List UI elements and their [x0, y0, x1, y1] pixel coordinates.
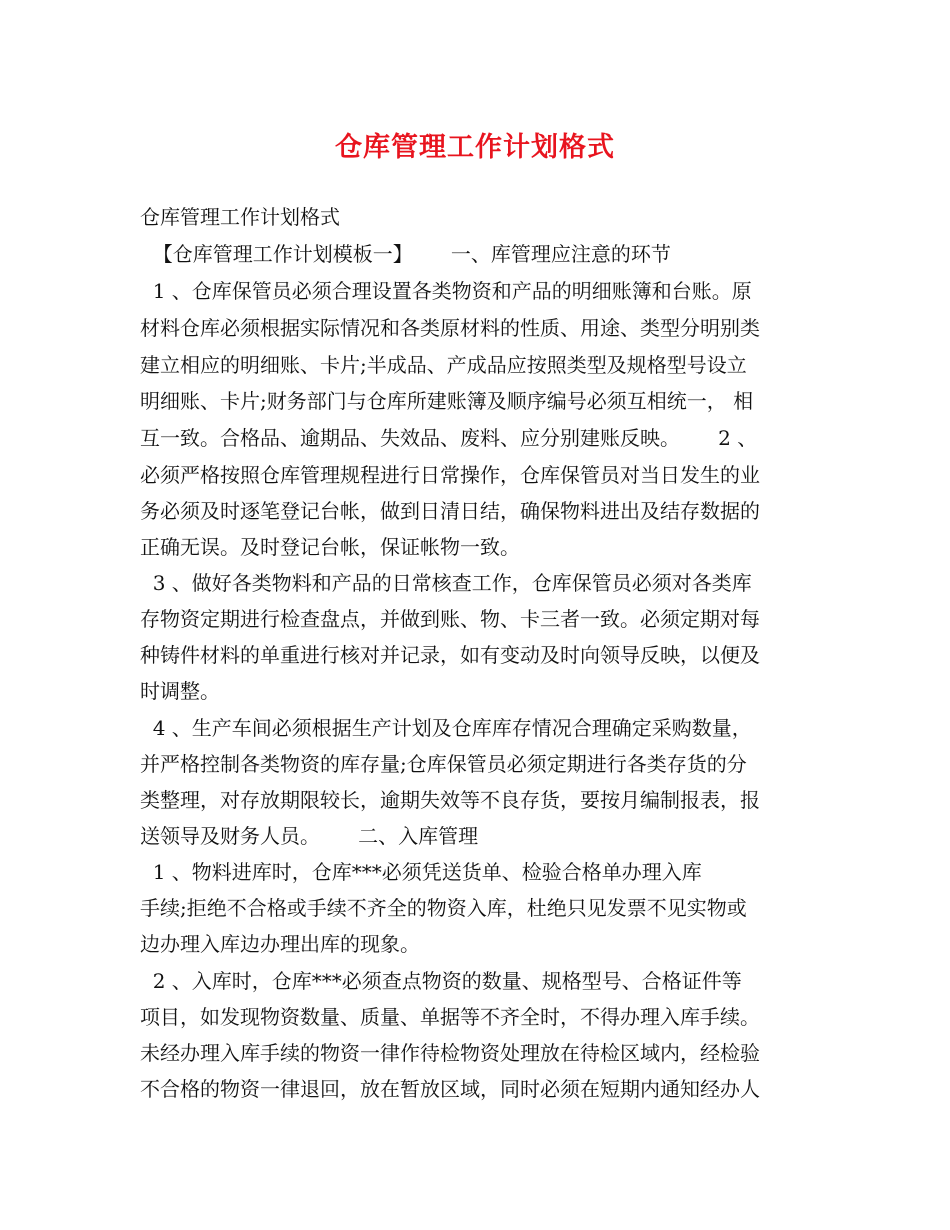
body-line: 建立相应的明细账、卡片;半成品、产成品应按照类型及规格型号设立 — [140, 353, 747, 377]
body-line: 种铸件材料的单重进行核对并记录，如有变动及时向领导反映，以便及 — [140, 643, 760, 667]
body-line: 必须严格按照仓库管理规程进行日常操作，仓库保管员对当日发生的业 — [140, 463, 760, 487]
body-line: 3 、做好各类物料和产品的日常核查工作，仓库保管员必须对各类库 — [140, 571, 752, 595]
body-line: 类整理，对存放期限较长，逾期失效等不良存货，要按月编制报表，报 — [140, 788, 760, 812]
document-title: 仓库管理工作计划格式 — [335, 132, 615, 163]
body-line: 4 、生产车间必须根据生产计划及仓库库存情况合理确定采购数量， — [140, 716, 752, 740]
body-line: 1 、物料进库时，仓库***必须凭送货单、检验合格单办理入库 — [140, 860, 702, 884]
body-line: 并严格控制各类物资的库存量;仓库保管员必须定期进行各类存货的分 — [140, 752, 747, 776]
body-line: 不合格的物资一律退回，放在暂放区域，同时必须在短期内通知经办人 — [140, 1077, 760, 1101]
body-line: 【仓库管理工作计划模板一】 一、库管理应注意的环节 — [140, 242, 671, 266]
body-line: 项目，如发现物资数量、质量、单据等不齐全时，不得办理入库手续。 — [140, 1005, 760, 1029]
body-line: 明细账、卡片;财务部门与仓库所建账簿及顺序编号必须互相统一， 相 — [140, 389, 754, 413]
body-line: 时调整。 — [140, 679, 220, 703]
body-line: 2 、入库时，仓库***必须查点物资的数量、规格型号、合格证件等 — [140, 969, 742, 993]
body-line: 材料仓库必须根据实际情况和各类原材料的性质、用途、类型分明别类 — [140, 316, 760, 340]
body-line: 务必须及时逐笔登记台帐，做到日清日结，确保物料进出及结存数据的 — [140, 499, 760, 523]
body-line: 存物资定期进行检查盘点，并做到账、物、卡三者一致。必须定期对每 — [140, 607, 760, 631]
body-line: 边办理入库边办理出库的现象。 — [140, 932, 420, 956]
body-line: 未经办理入库手续的物资一律作待检物资处理放在待检区域内，经检验 — [140, 1041, 760, 1065]
body-line: 手续;拒绝不合格或手续不齐全的物资入库，杜绝只见发票不见实物或 — [140, 896, 747, 920]
body-line: 送领导及财务人员。 二、入库管理 — [140, 824, 479, 848]
body-line: 互一致。合格品、逾期品、失效品、废料、应分别建账反映。 2 、 — [140, 426, 758, 450]
body-line: 仓库管理工作计划格式 — [140, 205, 340, 229]
body-line: 正确无误。及时登记台帐，保证帐物一致。 — [140, 535, 520, 559]
body-line: 1 、仓库保管员必须合理设置各类物资和产品的明细账簿和台账。原 — [140, 279, 752, 303]
